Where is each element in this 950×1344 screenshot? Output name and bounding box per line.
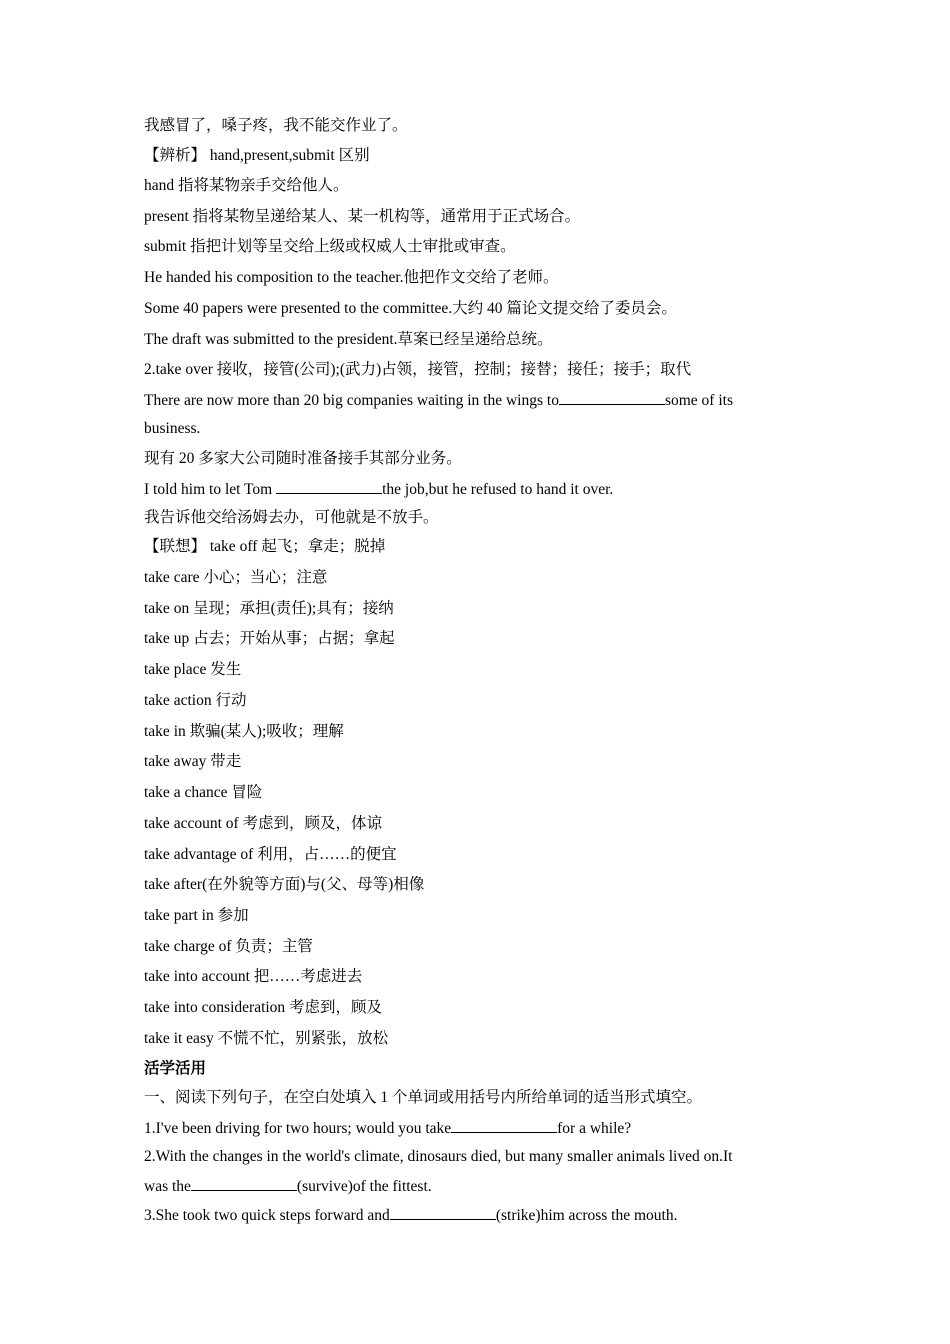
phrase-item: take on 呈现；承担(责任);具有；接纳 <box>144 600 394 617</box>
sentence-part: the job,but he refused to hand it over. <box>382 481 614 498</box>
fill-in-sentence <box>144 479 794 500</box>
exercise-item <box>144 1176 794 1197</box>
answer-blank[interactable] <box>390 1205 496 1220</box>
phrase-item: take up 占去；开始从事；占据；拿起 <box>144 630 395 647</box>
phrase-item: take a chance 冒险 <box>144 784 263 801</box>
phrase-item: take part in 参加 <box>144 907 249 924</box>
phrase-item: take care 小心；当心；注意 <box>144 569 328 586</box>
exercise-item <box>144 1205 794 1226</box>
example-sentence: Some 40 papers were presented to the committee.大约 40 篇论文提交给了委员会。 <box>144 300 677 317</box>
phrase-item: take into account 把……考虑进去 <box>144 968 363 985</box>
answer-blank[interactable] <box>451 1118 557 1133</box>
phrase-item: take after(在外貌等方面)与(父、母等)相像 <box>144 876 425 893</box>
sentence-part: 3.She took two quick steps forward and <box>144 1207 390 1224</box>
translation-line: 现有 20 多家大公司随时准备接手其部分业务。 <box>144 450 462 467</box>
exercise-item: 2.With the changes in the world's climate, dinosaurs died, but many smaller animals lived on.It <box>144 1148 733 1165</box>
phrase-item: take into consideration 考虑到，顾及 <box>144 999 383 1016</box>
sentence-part: I told him to let Tom <box>144 481 277 498</box>
example-sentence: The draft was submitted to the president.草案已经呈递给总统。 <box>144 331 553 348</box>
sentence-part: 1.I've been driving for two hours; would you take <box>144 1120 452 1137</box>
text-line: present 指将某物呈递给某人、某一机构等，通常用于正式场合。 <box>144 208 581 225</box>
sentence-part: for a while? <box>557 1120 632 1137</box>
text-line: hand 指将某物亲手交给他人。 <box>144 177 349 194</box>
phrase-item: take it easy 不慌不忙，别紧张，放松 <box>144 1030 389 1047</box>
association-heading: 【联想】 take off 起飞；拿走；脱掉 <box>144 538 386 555</box>
phrase-item: take account of 考虑到，顾及，体谅 <box>144 815 383 832</box>
text-line: 我感冒了，嗓子疼，我不能交作业了。 <box>144 117 408 134</box>
text-line: business. <box>144 420 201 437</box>
exercise-item <box>144 1118 794 1139</box>
sentence-part: There are now more than 20 big companies waiting in the wings to <box>144 392 559 409</box>
answer-blank[interactable] <box>276 479 382 494</box>
translation-line: 我告诉他交给汤姆去办，可他就是不放手。 <box>144 509 439 526</box>
phrase-item: take charge of 负责；主管 <box>144 938 313 955</box>
phrase-item: take place 发生 <box>144 661 242 678</box>
phrase-item: take action 行动 <box>144 692 247 709</box>
sentence-part: was the <box>144 1178 191 1195</box>
sentence-part: some of its <box>664 392 733 409</box>
section-title: 活学活用 <box>144 1060 207 1077</box>
phrase-item: take advantage of 利用，占……的便宜 <box>144 846 397 863</box>
answer-blank[interactable] <box>559 390 665 405</box>
analysis-heading: 【辨析】 hand,present,submit 区别 <box>144 147 370 164</box>
sentence-part: (strike)him across the mouth. <box>495 1207 678 1224</box>
phrase-heading: 2.take over 接收，接管(公司);(武力)占领，接管，控制；接替；接任；接手；取代 <box>144 361 692 378</box>
sentence-part: (survive)of the fittest. <box>296 1178 432 1195</box>
example-sentence: He handed his composition to the teacher.他把作文交给了老师。 <box>144 269 559 286</box>
phrase-item: take away 带走 <box>144 753 242 770</box>
text-line: submit 指把计划等呈交给上级或权威人士审批或审查。 <box>144 238 516 255</box>
exercise-instructions: 一、阅读下列句子，在空白处填入 1 个单词或用括号内所给单词的适当形式填空。 <box>144 1089 703 1106</box>
answer-blank[interactable] <box>191 1176 297 1191</box>
phrase-item: take in 欺骗(某人);吸收；理解 <box>144 723 344 740</box>
fill-in-sentence <box>144 390 794 411</box>
